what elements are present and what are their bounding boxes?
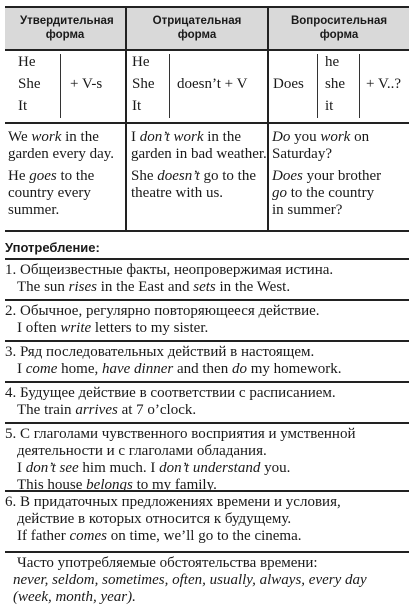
text-segment: I (17, 460, 26, 476)
example-line (131, 168, 267, 185)
neg-pronoun-he: He (132, 54, 150, 70)
emphasized-verb: don’t see (25, 460, 79, 476)
usage-item (5, 299, 409, 344)
text-segment: in the (203, 129, 241, 145)
text-segment: in the (61, 129, 99, 145)
usage-item (5, 551, 409, 606)
usage-heading: Употребление: (5, 240, 100, 255)
text-segment: to the (56, 168, 95, 184)
neg-formula: doesn’t + V (177, 76, 248, 92)
text-segment: country every (8, 185, 91, 201)
emphasized-verb: comes (69, 528, 107, 544)
aff-pronoun-she: She (18, 76, 41, 92)
text-segment: summer. (8, 202, 60, 218)
q-pronoun-he: he (325, 54, 340, 70)
text-segment: to my family. (132, 477, 217, 493)
text-segment: on time, we’ll go to the cinema. (106, 528, 302, 544)
rule-aff-inner (60, 54, 61, 118)
usage-item-title (5, 555, 409, 572)
usage-item-line (5, 361, 409, 378)
text-segment: He (8, 168, 30, 184)
header-negative-text: Отрицательная форма (152, 15, 242, 41)
text-segment: and then (173, 361, 232, 377)
emphasized-verb: sets (193, 279, 216, 295)
text-segment: I often (17, 320, 61, 336)
rule-under-formula (5, 122, 409, 124)
emphasized-verb: Do (272, 129, 291, 145)
emphasized-verb: do (231, 361, 247, 377)
header-affirmative-text: Утвердительная форма (20, 15, 114, 41)
text-segment: garden in bad weather. (131, 146, 267, 162)
text-segment: действие в которых относится к будущему. (17, 511, 292, 527)
text-segment: in the East and (97, 279, 194, 295)
emphasized-verb: write (60, 320, 92, 336)
usage-item-line (5, 511, 409, 528)
emphasized-verb: have dinner (101, 361, 174, 377)
text-segment: you. (260, 460, 291, 476)
aff-formula: + V-s (70, 76, 103, 92)
example-line (131, 129, 267, 146)
usage-item-line (5, 443, 409, 460)
text-segment: in summer? (272, 202, 343, 218)
example-line (131, 185, 267, 202)
neg-pronoun-she: She (132, 76, 155, 92)
aff-pronoun-he: He (18, 54, 36, 70)
text-segment: 6. В придаточных предложениях времени и условия, (5, 494, 341, 510)
examples-question (272, 129, 381, 219)
usage-item (5, 340, 409, 385)
usage-item (5, 422, 409, 494)
example-line (8, 168, 114, 185)
grammar-page (5, 6, 409, 605)
examples-affirmative (8, 129, 114, 219)
usage-item-title (5, 494, 409, 511)
usage-item-line (5, 320, 409, 337)
text-segment: on (350, 129, 370, 145)
example-line (131, 146, 267, 163)
text-segment: letters to my sister. (91, 320, 209, 336)
example-line (8, 202, 114, 219)
text-segment: in the West. (215, 279, 291, 295)
example-line (8, 146, 114, 163)
q-pronoun-she: she (325, 76, 345, 92)
text-segment: The train (17, 402, 76, 418)
text-segment: This house (17, 477, 87, 493)
rule-q-inner-2 (359, 54, 360, 118)
text-segment: your brother (302, 168, 382, 184)
rule-under-examples (5, 230, 409, 232)
example-line (272, 146, 381, 163)
text-segment: 3. Ряд последовательных действий в настоящем. (5, 344, 315, 360)
text-segment: 5. С глаголами чувственного восприятия и умственной (5, 426, 356, 442)
q-formula: + V..? (366, 76, 401, 92)
text-segment: 1. Общеизвестные факты, неопровержимая истина. (5, 262, 334, 278)
text-segment: 2. Обычное, регулярно повторяющееся действие. (5, 303, 320, 319)
example-line (272, 185, 381, 202)
usage-item (5, 490, 409, 555)
q-pronoun-it: it (325, 98, 334, 114)
text-segment: If father (17, 528, 70, 544)
emphasized-verb: don’t understand (159, 460, 261, 476)
rule-q-inner-1 (317, 54, 318, 118)
emphasized-verb: work (320, 129, 351, 145)
emphasized-verb: (week, month, year). (13, 589, 136, 605)
example-line (272, 129, 381, 146)
emphasized-verb: don’t work (139, 129, 204, 145)
usage-item-line (5, 528, 409, 545)
usage-item-line (5, 460, 409, 477)
usage-item (5, 258, 409, 303)
text-segment: I (131, 129, 140, 145)
rule-neg-inner (169, 54, 170, 118)
text-segment: theatre with us. (131, 185, 224, 201)
text-segment: my homework. (246, 361, 342, 377)
examples-negative (131, 129, 267, 202)
text-segment: The sun (17, 279, 69, 295)
usage-item (5, 381, 409, 426)
rule-top (5, 6, 409, 8)
emphasized-verb: belongs (86, 477, 133, 493)
emphasized-verb: go (272, 185, 287, 201)
header-affirmative (5, 6, 125, 50)
emphasized-verb: come (25, 361, 58, 377)
text-segment: Saturday? (272, 146, 332, 162)
usage-item-title (5, 303, 409, 320)
usage-item-title (5, 262, 409, 279)
text-segment: him much. I (78, 460, 160, 476)
usage-item-title (5, 426, 409, 443)
text-segment: you (290, 129, 321, 145)
example-line (272, 168, 381, 185)
example-line (8, 185, 114, 202)
emphasized-verb: Does (272, 168, 303, 184)
emphasized-verb: rises (68, 279, 98, 295)
emphasized-verb: doesn’t (157, 168, 200, 184)
usage-item-title (5, 385, 409, 402)
emphasized-verb: work (31, 129, 62, 145)
text-segment: We (8, 129, 32, 145)
emphasized-verb: arrives (75, 402, 118, 418)
emphasized-verb: never, seldom, sometimes, often, usually, always, every day (13, 572, 367, 588)
example-line (8, 129, 114, 146)
rule-under-header (5, 49, 409, 51)
usage-item-line (5, 589, 409, 606)
rule-col-1 (125, 6, 127, 232)
text-segment: home, (57, 361, 102, 377)
text-segment: Часто употребляемые обстоятельства времени: (17, 555, 318, 571)
text-segment: to the country (287, 185, 375, 201)
text-segment: garden every day. (8, 146, 115, 162)
text-segment: 4. Будущее действие в соответствии с расписанием. (5, 385, 336, 401)
example-line (272, 202, 381, 219)
usage-item-line (5, 572, 409, 589)
usage-item-title (5, 344, 409, 361)
aff-pronoun-it: It (18, 98, 28, 114)
neg-pronoun-it: It (132, 98, 142, 114)
text-segment: деятельности и с глаголами обладания. (17, 443, 267, 459)
usage-item-line (5, 279, 409, 296)
text-segment: She (131, 168, 158, 184)
header-question (269, 6, 409, 50)
text-segment: at 7 o’clock. (117, 402, 197, 418)
rule-col-2 (267, 6, 269, 232)
text-segment: go to the (199, 168, 256, 184)
q-aux: Does (273, 76, 304, 92)
emphasized-verb: goes (29, 168, 57, 184)
header-question-text: Вопросительная форма (290, 15, 388, 41)
text-segment: I (17, 361, 26, 377)
header-negative (127, 6, 267, 50)
usage-item-line (5, 402, 409, 419)
